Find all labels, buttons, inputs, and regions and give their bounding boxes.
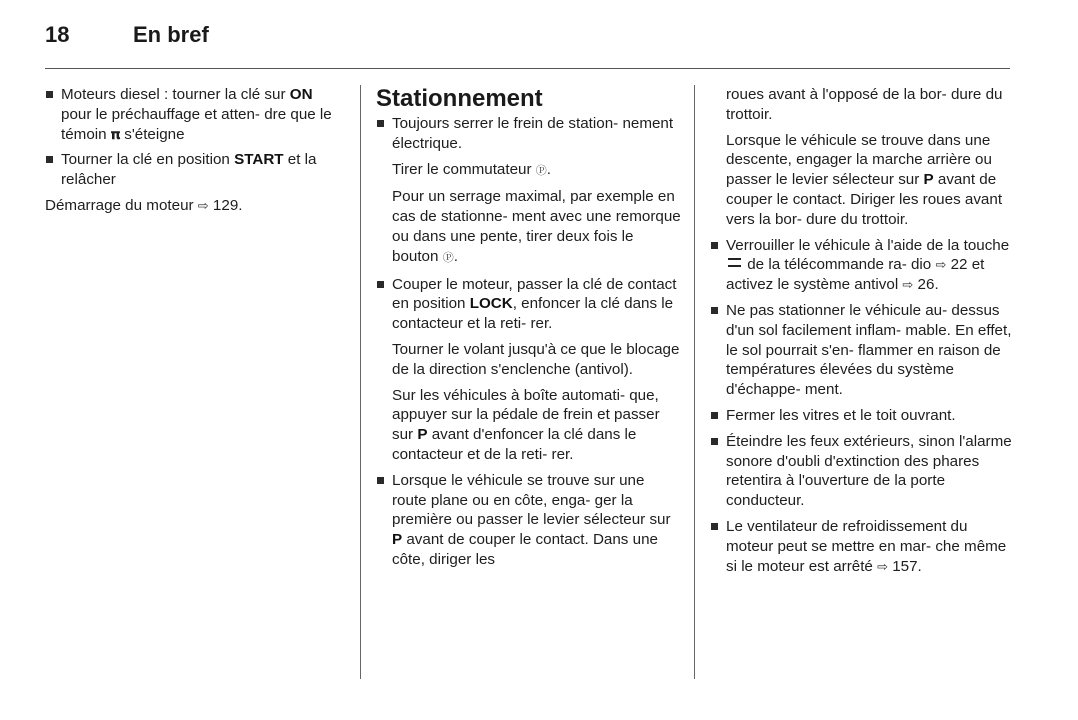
cross-reference: Démarrage du moteur ⇨ 129. [45,196,243,214]
section-heading: Stationnement [376,85,543,112]
column-divider [694,85,695,679]
bullet-icon [711,438,718,445]
list-item: Ne pas stationner le véhicule au- dessus d'un sol facilement inflam- mable. En effet, le sol pourrait s'en- flammer en raison de températures élevées du système d'échappe- ment. [710,301,1012,400]
page-header [45,20,1010,54]
list-item: Toujours serrer le frein de station- nement électrique. Tirer le commutateur Ⓟ. Pour un serrage maximal, par exemple en cas de stationne- ment avec une remorque ou dans une pente, tirer deux fois le bouton Ⓟ. [376,114,682,269]
bullet-icon [377,281,384,288]
list-item: Tourner la clé en position START et la relâcher [45,150,345,190]
bullet-icon [46,156,53,163]
column-1 [45,85,345,222]
list-item: Fermer les vitres et le toit ouvrant. [710,406,1012,426]
page-number: 18 [45,22,70,47]
continued-paragraph: roues avant à l'opposé de la bor- dure du trottoir. Lorsque le véhicule se trouve dans une descente, engager la marche arrière ou passer le levier sélecteur sur P avant de couper le contact. Diriger les roues avant vers la bor- dure du trottoir. [726,86,1003,228]
list-item: Éteindre les feux extérieurs, sinon l'alarme sonore d'oubli d'extinction des phares retentira à l'ouverture de la porte conducteur. [710,432,1012,511]
list-item: Verrouiller le véhicule à l'aide de la touche de la télécommande ra- dio ⇨ 22 et activez le système antivol ⇨ 26. [710,236,1012,295]
bullet-icon [377,477,384,484]
bullet-icon [711,412,718,419]
parking-brake-icon: Ⓟ [535,164,547,177]
bullet-icon [711,307,718,314]
bullet-icon [377,120,384,127]
column-2 [376,85,682,576]
list-item: Couper le moteur, passer la clé de contact en position LOCK, enfoncer la clé dans le contacteur et la reti- rer. Tourner le volant jusqu'à ce que le blocage de la direction s'enclenche (antivol). Sur les véhicules à boîte automati- que, appuyer sur la pédale de frein et passer sur P avant d'enfoncer la clé dans le contacteur et de la reti- rer. [376,275,682,465]
page-reference-arrow-icon: ⇨ [877,558,888,574]
glow-plug-icon: 𝛑 [110,125,121,142]
parking-brake-icon: Ⓟ [442,251,454,264]
list-item: Le ventilateur de refroidissement du moteur peut se mettre en mar- che même si le moteur est arrêté ⇨ 157. [710,517,1012,576]
lock-button-icon [728,258,741,267]
page-reference-arrow-icon: ⇨ [935,257,947,273]
list-item: Moteurs diesel : tourner la clé sur ON pour le préchauffage et atten- dre que le témoin 𝛑 s'éteigne [45,85,345,144]
bullet-icon [711,242,718,249]
column-3 [710,85,1012,582]
bullet-icon [711,523,718,530]
page-reference-arrow-icon: ⇨ [197,197,209,213]
section-title: En bref [133,22,209,47]
header-rule [45,68,1010,69]
list-item: Lorsque le véhicule se trouve sur une route plane ou en côte, enga- ger la première ou passer le levier sélecteur sur P avant de couper le contact. Dans une côte, diriger les [376,471,682,570]
page-reference-arrow-icon: ⇨ [902,277,914,293]
bullet-icon [46,91,53,98]
column-divider [360,85,361,679]
